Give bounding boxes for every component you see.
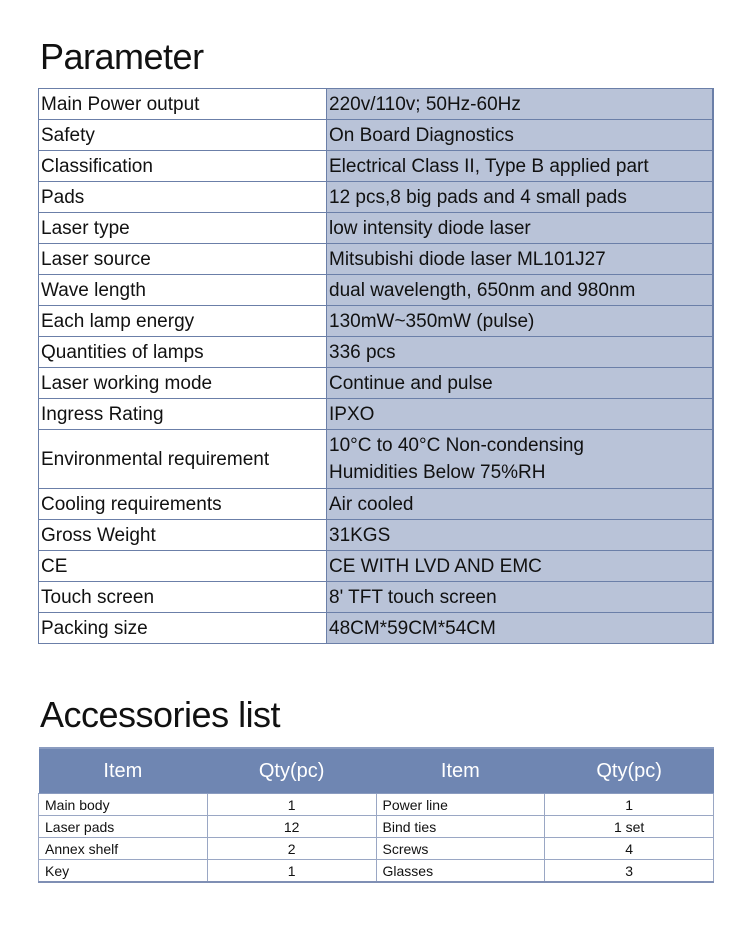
- item-cell: Annex shelf: [39, 838, 208, 860]
- accessories-table: [38, 747, 714, 883]
- param-value-line: 10°C to 40°C Non-condensing: [329, 435, 584, 456]
- param-key: Packing size: [39, 613, 327, 644]
- table-row: [39, 182, 714, 213]
- param-key: Each lamp energy: [39, 306, 327, 337]
- table-row: [39, 151, 714, 182]
- table-row: [39, 306, 714, 337]
- qty-cell: 1: [207, 794, 376, 816]
- param-key: Quantities of lamps: [39, 337, 327, 368]
- table-row: [39, 520, 714, 551]
- param-value: CE WITH LVD AND EMC: [327, 551, 714, 582]
- table-row: [39, 275, 714, 306]
- table-row: [39, 337, 714, 368]
- item-cell: Bind ties: [376, 816, 545, 838]
- param-value: [327, 430, 714, 489]
- item-cell: Laser pads: [39, 816, 208, 838]
- param-value: IPXO: [327, 399, 714, 430]
- param-key: Wave length: [39, 275, 327, 306]
- table-row: [39, 860, 714, 883]
- param-value: 31KGS: [327, 520, 714, 551]
- table-row: [39, 368, 714, 399]
- table-header-row: [39, 748, 714, 794]
- param-value: 48CM*59CM*54CM: [327, 613, 714, 644]
- qty-cell: 3: [545, 860, 714, 883]
- parameter-table: [38, 88, 714, 644]
- item-cell: Main body: [39, 794, 208, 816]
- param-value: On Board Diagnostics: [327, 120, 714, 151]
- param-key: Safety: [39, 120, 327, 151]
- table-row: [39, 244, 714, 275]
- table-row: [39, 489, 714, 520]
- qty-cell: 1: [207, 860, 376, 883]
- param-value: Continue and pulse: [327, 368, 714, 399]
- table-row: [39, 838, 714, 860]
- table-row: [39, 399, 714, 430]
- qty-cell: 12: [207, 816, 376, 838]
- table-row: [39, 120, 714, 151]
- table-row: [39, 582, 714, 613]
- column-header: Qty(pc): [207, 748, 376, 794]
- param-value: 336 pcs: [327, 337, 714, 368]
- param-key: CE: [39, 551, 327, 582]
- param-value: dual wavelength, 650nm and 980nm: [327, 275, 714, 306]
- item-cell: Screws: [376, 838, 545, 860]
- param-key: Laser type: [39, 213, 327, 244]
- qty-cell: 2: [207, 838, 376, 860]
- param-value: 130mW~350mW (pulse): [327, 306, 714, 337]
- qty-cell: 1: [545, 794, 714, 816]
- column-header: Qty(pc): [545, 748, 714, 794]
- item-cell: Power line: [376, 794, 545, 816]
- table-row: [39, 613, 714, 644]
- qty-cell: 1 set: [545, 816, 714, 838]
- param-value: Mitsubishi diode laser ML101J27: [327, 244, 714, 275]
- table-row: [39, 89, 714, 120]
- item-cell: Glasses: [376, 860, 545, 883]
- param-key: Touch screen: [39, 582, 327, 613]
- table-row: [39, 213, 714, 244]
- table-row: [39, 794, 714, 816]
- column-header: Item: [39, 748, 208, 794]
- param-key: Ingress Rating: [39, 399, 327, 430]
- param-key: Main Power output: [39, 89, 327, 120]
- param-value: 8' TFT touch screen: [327, 582, 714, 613]
- table-row: [39, 551, 714, 582]
- param-key: Environmental requirement: [39, 430, 327, 489]
- param-key: Cooling requirements: [39, 489, 327, 520]
- table-row: [39, 816, 714, 838]
- parameter-title: Parameter: [40, 36, 204, 77]
- column-header: Item: [376, 748, 545, 794]
- param-value-line: Humidities Below 75%RH: [329, 462, 546, 483]
- table-row: [39, 430, 714, 489]
- param-key: Pads: [39, 182, 327, 213]
- param-value: Electrical Class II, Type B applied part: [327, 151, 714, 182]
- param-value: Air cooled: [327, 489, 714, 520]
- param-key: Classification: [39, 151, 327, 182]
- param-value: low intensity diode laser: [327, 213, 714, 244]
- param-value: 12 pcs,8 big pads and 4 small pads: [327, 182, 714, 213]
- param-value: 220v/110v; 50Hz-60Hz: [327, 89, 714, 120]
- param-key: Gross Weight: [39, 520, 327, 551]
- accessories-title: Accessories list: [40, 694, 281, 735]
- param-key: Laser source: [39, 244, 327, 275]
- item-cell: Key: [39, 860, 208, 883]
- qty-cell: 4: [545, 838, 714, 860]
- param-key: Laser working mode: [39, 368, 327, 399]
